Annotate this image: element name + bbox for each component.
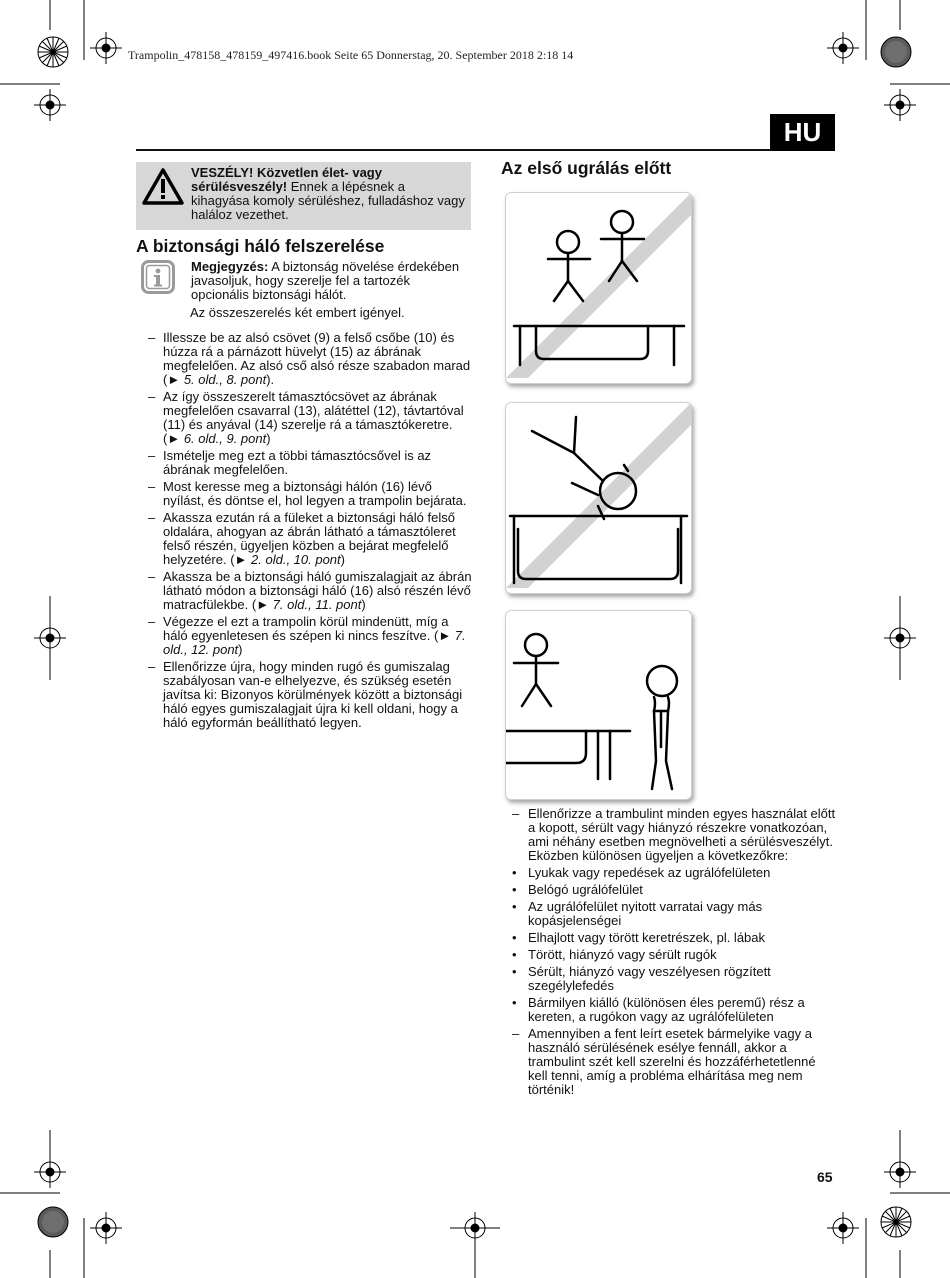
list-dash: – — [148, 389, 156, 404]
checklist-text: Lyukak vagy repedések az ugrálófelületen — [528, 865, 771, 880]
page-reference: ► 6. old., 9. pont — [167, 431, 267, 446]
assembly-step — [137, 331, 473, 387]
list-marker: – — [512, 1026, 520, 1041]
checklist-bullet-item — [502, 965, 837, 993]
list-dash: – — [148, 448, 156, 463]
checklist-text: Amennyiben a fent leírt esetek bármelyike vagy a használó sérülésének esélye fennáll, akkor a trambulint szét kell szerelni és hozzáférhetetlenné kell tenni, amíg a probléma elhárítása meg nem történik! — [528, 1026, 816, 1097]
checklist-text: Az ugrálófelület nyitott varratai vagy más kopásjelenségei — [528, 899, 763, 928]
list-dash: – — [148, 614, 156, 629]
checklist-bullet-item — [502, 900, 837, 928]
note-subtext: Az összeszerelés két embert igényel. — [190, 305, 405, 320]
supervised-jumping-icon — [506, 611, 691, 799]
assembly-step — [137, 390, 473, 446]
checklist-dash-item — [502, 807, 837, 863]
danger-body: Ennek a lépésnek a kihagyása komoly sérüléshez, fulladáshoz vagy haláloz vezethet. — [191, 179, 465, 222]
checklist-text: Sérült, hiányzó vagy veszélyesen rögzített szegélylefedés — [528, 964, 771, 993]
section-title-first-jump: Az első ugrálás előtt — [501, 158, 672, 178]
assembly-step — [137, 660, 473, 730]
illustration-panel-1 — [505, 192, 692, 384]
checklist-bullet-item — [502, 883, 837, 897]
step-text-end: ) — [266, 431, 271, 446]
two-jumpers-forbidden-icon — [506, 193, 691, 383]
language-tab: HU — [770, 114, 835, 151]
note-bold: Megjegyzés: — [191, 259, 269, 274]
list-marker: • — [512, 995, 517, 1010]
assembly-step — [137, 615, 473, 657]
danger-box — [136, 162, 471, 230]
file-info-line: Trampolin_478158_478159_497416.book Seite 65 Donnerstag, 20. September 2018 2:18 14 — [128, 48, 574, 62]
step-text: Akassza be a biztonsági háló gumiszalagjait az ábrán látható módon a biztonsági háló (16) alsó részén lévő matracfülekbe. ( — [163, 569, 472, 612]
checklist-bullet-item — [502, 931, 837, 945]
step-text-end: ) — [340, 552, 345, 567]
assembly-step — [137, 570, 473, 612]
danger-bold: VESZÉLY! Közvetlen élet- vagy sérülésveszély! — [191, 165, 382, 194]
checklist-text: Bármilyen kiálló (különösen éles peremű) rész a kereten, a rugókon vagy az ugrálófelületen — [528, 995, 805, 1024]
checklist-bullet-item — [502, 996, 837, 1024]
somersault-forbidden-icon — [506, 403, 691, 593]
assembly-step — [137, 511, 473, 567]
illustration-panel-2 — [505, 402, 692, 594]
list-marker: • — [512, 947, 517, 962]
list-dash: – — [148, 659, 156, 674]
header-rule — [136, 149, 772, 151]
page-number: 65 — [817, 1169, 833, 1185]
list-marker: • — [512, 865, 517, 880]
step-text-end: ). — [266, 372, 275, 387]
list-dash: – — [148, 330, 156, 345]
list-dash: – — [148, 569, 156, 584]
checklist-bullet-item — [502, 866, 837, 880]
step-text: Illessze be az alsó csövet (9) a felső csőbe (10) és húzza rá a párnázott hüvelyt (15) az ábrának megfelelően. Az alsó cső alsó része szabadon marad ( — [163, 330, 471, 387]
step-text: Akassza ezután rá a füleket a biztonsági háló felső oldalára, ahogyan az ábrán látható a támasztóleret felső részén, ügyeljen közben a bejárat megfelelő helyzetére. ( — [163, 510, 456, 567]
note-text — [191, 260, 466, 302]
step-text: Most keresse meg a biztonsági hálón (16) lévő nyílást, és döntse el, hol legyen a trampolin bejárata. — [163, 479, 467, 508]
checklist-text: Törött, hiányzó vagy sérült rugók — [528, 947, 717, 962]
illustration-panel-3 — [505, 610, 692, 800]
warning-triangle-icon — [142, 168, 184, 206]
list-marker: • — [512, 882, 517, 897]
inspection-checklist — [502, 807, 837, 1100]
list-dash: – — [148, 510, 156, 525]
page-reference: ► 7. old., 12. pont — [163, 628, 466, 657]
list-marker: – — [512, 806, 520, 821]
step-text: Végezze el ezt a trampolin körül mindenütt, míg a háló egyenletesen és szépen ki nincs feszítve. ( — [163, 614, 449, 643]
step-text: Ismételje meg ezt a többi támasztócsővel is az ábrának megfelelően. — [163, 448, 432, 477]
note-body: A biztonság növelése érdekében javasoljuk, hogy szerelje fel a tartozék opcionális biztonsági hálót. — [191, 259, 460, 302]
step-text: Ellenőrizze újra, hogy minden rugó és gumiszalag szabályosan van-e elhelyezve, és szükség esetén javítsa ki: Bizonyos körülmények között a biztonsági háló egyes gumiszalagjait újra ki kell oldani, hogy a háló egyformán beállítható legyen. — [163, 659, 463, 730]
list-marker: • — [512, 899, 517, 914]
checklist-text: Belógó ugrálófelület — [528, 882, 643, 897]
step-text-end: ) — [361, 597, 366, 612]
step-text-end: ) — [238, 642, 243, 657]
list-marker: • — [512, 964, 517, 979]
danger-text — [191, 166, 466, 222]
list-dash: – — [148, 479, 156, 494]
info-icon — [141, 260, 175, 294]
page-reference: ► 2. old., 10. pont — [234, 552, 341, 567]
checklist-text: Elhajlott vagy törött keretrészek, pl. lábak — [528, 930, 766, 945]
checklist-text: Ellenőrizze a trambulint minden egyes használat előtt a kopott, sérült vagy hiányzó részekre vonatkozóan, ami néhány esetben megnövelheti a sérülésveszélyt. Eközben különösen ügyeljen a következőkre: — [528, 806, 836, 863]
checklist-dash-item — [502, 1027, 837, 1097]
page-reference: ► 5. old., 8. pont — [167, 372, 267, 387]
assembly-steps-list — [137, 331, 473, 733]
page-reference: ► 7. old., 11. pont — [256, 597, 362, 612]
assembly-step — [137, 449, 473, 477]
list-marker: • — [512, 930, 517, 945]
section-title-net: A biztonsági háló felszerelése — [136, 236, 385, 256]
assembly-step — [137, 480, 473, 508]
checklist-bullet-item — [502, 948, 837, 962]
step-text: Az így összeszerelt támasztócsövet az ábrának megfelelően csavarral (13), alátéttel (12), távtartóval (11) és anyával (14) szerelje rá a támasztókeretre. ( — [163, 389, 464, 446]
